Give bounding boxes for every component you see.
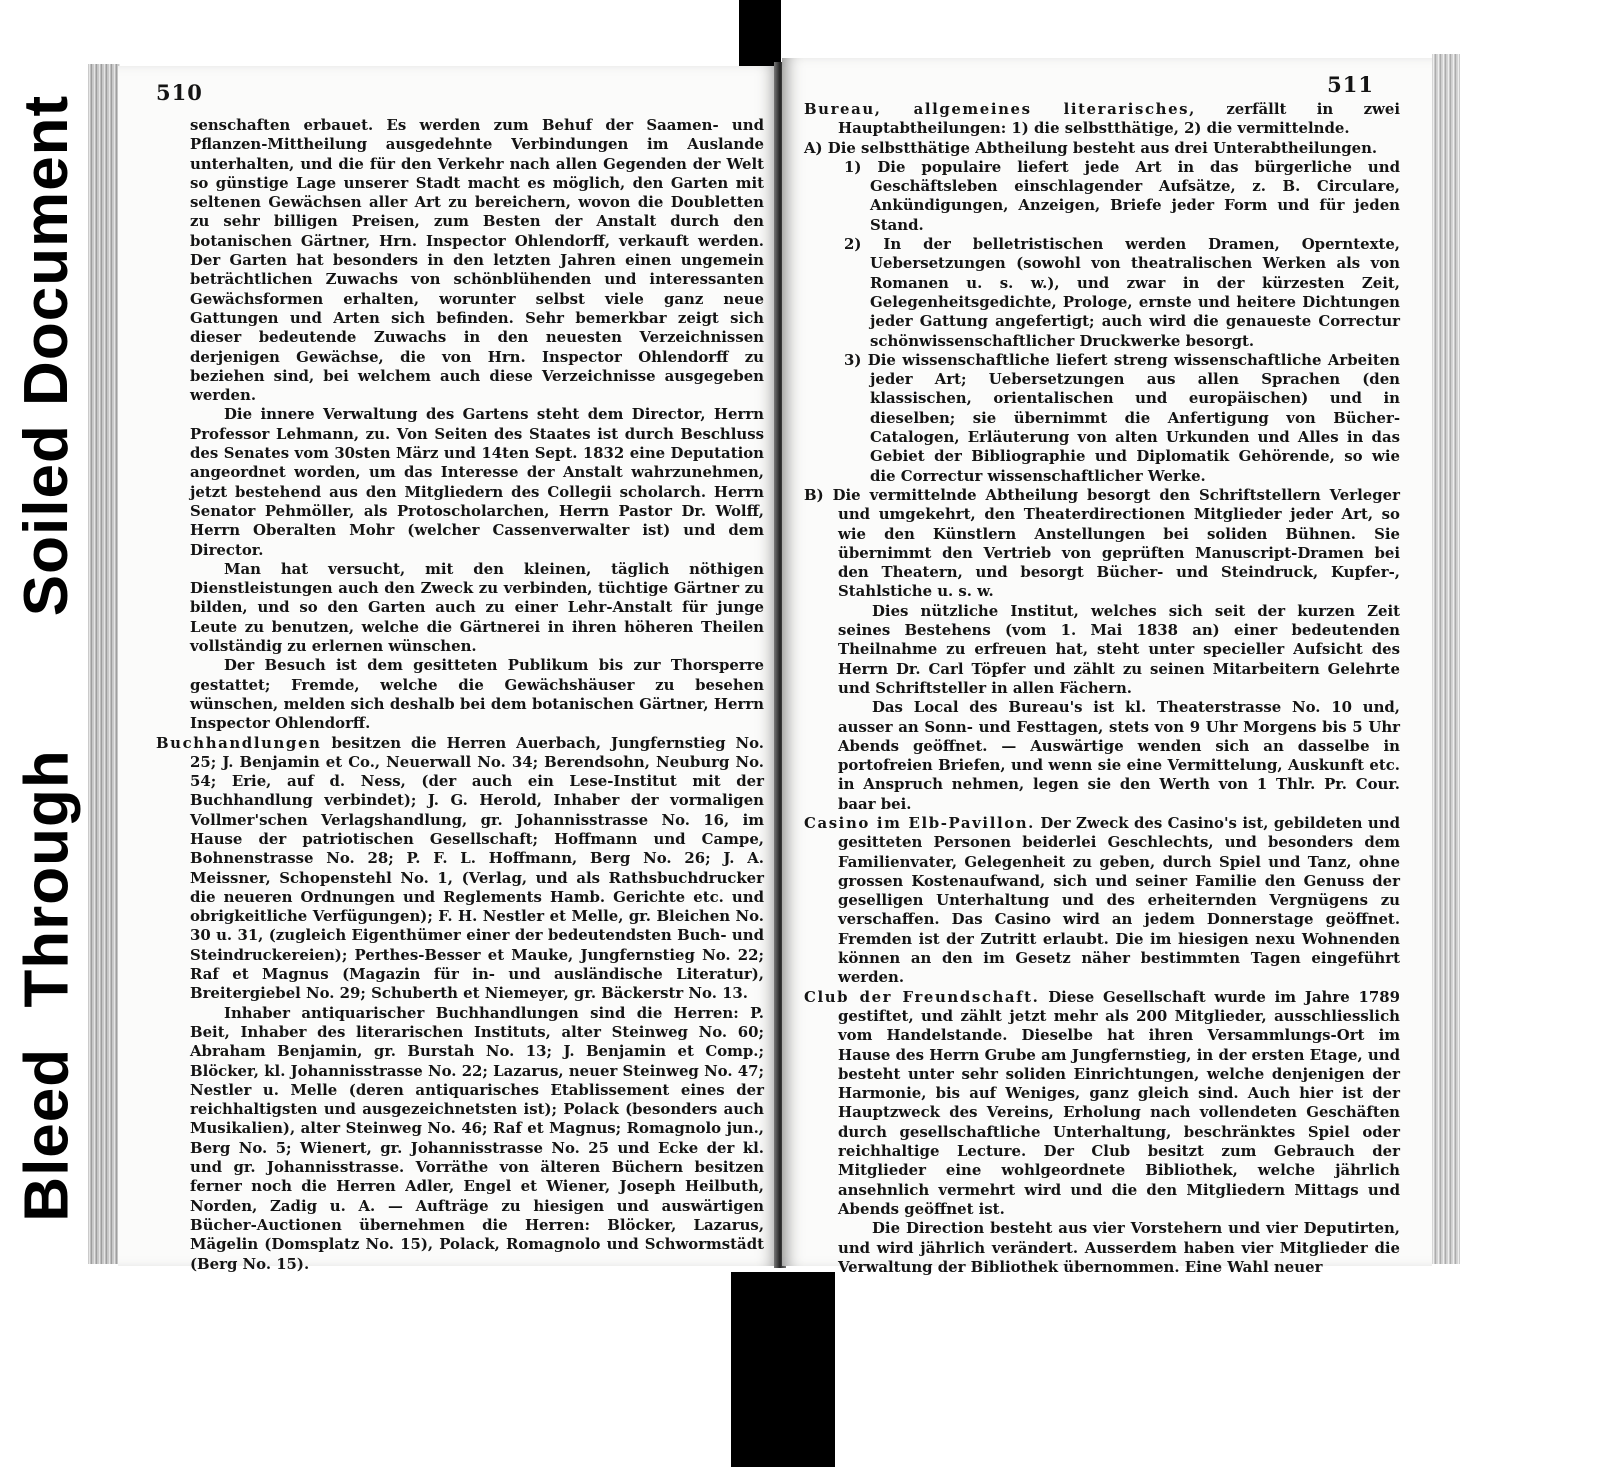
subsection-1: 1) Die populaire liefert jede Art in das bürgerliche und Geschäftsleben einschlagender Aufsätze, z. B. Circulare, Ankündigungen, Anzeigen, Briefe jeder Form und für jeden Stand. xyxy=(844,157,1400,234)
entry-heading: Club der Freundschaft. xyxy=(804,987,1040,1006)
left-page xyxy=(118,66,778,1273)
entry-bureau xyxy=(804,100,1400,139)
bottom-binding-strip xyxy=(731,1272,835,1467)
paragraph: Die innere Verwaltung des Gartens steht dem Director, Herrn Professor Lehmann, zu. Von Seiten des Staates ist durch Beschluss des Senates vom 30sten März und 14ten Sept. 1832 eine Deputation angeordnet worden, um das Interesse der Anstalt wahrzunehmen, jetzt bestehend aus den Mitgliedern des Collegii scholarch. Herrn Senator Pehmöller, als Protoscholarchen, Herrn Pastor Dr. Wolff, Herrn Oberalten Mohr (welcher Cassenverwalter ist) und dem Director. xyxy=(190,405,764,559)
page-number: 511 xyxy=(1327,72,1374,97)
bleed-through-label: Bleed Through xyxy=(12,748,82,1222)
paragraph: Man hat versucht, mit den kleinen, täglich nöthigen Dienstleistungen auch den Zweck zu verbinden, tüchtige Gärtner zu bilden, und so den Garten auch zu einer Lehr-Anstalt für junge Leute zu benutzen, welche die Gärtnerei in ihren höheren Theilen vollständig zu erlernen wünschen. xyxy=(190,559,764,656)
entry-text: Der Zweck des Casino's ist, gebildeten und gesitteten Personen beiderlei Geschlechts, und besonders dem Familienvater, Gelegenheit zu geben, durch Spiel und Tanz, ohne grossen Kostenaufwand, sich und seiner Familie den Genuss der geselligen Unterhaltung und des erheiternden Vergnügens zu verschaffen. Das Casino wird an jedem Donnerstage geöffnet. Fremden ist der Zutritt erlaubt. Die im hiesigen nexu Wohnenden können an den im Gesetz näher bestimmten Tagen eingeführt werden. xyxy=(838,813,1400,987)
right-page xyxy=(782,58,1432,1276)
entry-heading: Buchhandlungen xyxy=(156,733,322,752)
page-body xyxy=(804,100,1400,1277)
entry-heading: Casino im Elb-Pavillon. xyxy=(804,813,1035,832)
paragraph: senschaften erbauet. Es werden zum Behuf der Saamen- und Pflanzen-Mittheilung ausgedehnte Verbindungen im Auslande unterhalten, und die für den Verkehr nach allen Gegenden der Welt so günstige Lage unserer Stadt macht es möglich, den Garten mit seltenen Gewächsen aller Art zu bereichern, wovon die Doubletten zu sehr billigen Preisen, zum Besten der Anstalt durch den botanischen Gärtner, Hrn. Inspector Ohlendorff, verkauft werden. Der Garten hat besonders in den letzten Jahren einen ungemein beträchtlichen Zuwachs von schönblühenden und interessanten Gewächsformen erhalten, worunter selbst viele ganz neue Gattungen und Arten sich befinden. Sehr bemerkbar zeigt sich dieser bedeutende Zuwachs in den neuesten Verzeichnissen derjenigen Gewächse, die von Hrn. Inspector Ohlendorff zu beziehen sind, bei welchem auch diese Verzeichnisse ausgegeben werden. xyxy=(190,116,764,405)
paragraph: Inhaber antiquarischer Buchhandlungen sind die Herren: P. Beit, Inhaber des literarischen Instituts, alter Steinweg No. 60; Abraham Benjamin, gr. Burstah No. 13; J. Benjamin et Comp.; Blöcker, kl. Johannisstrasse No. 22; Lazarus, neuer Steinweg No. 47; Nestler u. Melle (deren antiquarisches Etablissement eines der reichhaltigsten und ausgezeichnetsten ist); Polack (besonders auch Musikalien), alter Steinweg No. 46; Raf et Magnus; Romagnolo jun., Berg No. 5; Wienert, gr. Johannisstrasse No. 25 und Ecke der kl. und gr. Johannisstrasse. Vorräthe von älteren Büchern besitzen ferner noch die Herren Adler, Engel et Wiener, Joseph Heilbuth, Norden, Zadig u. A. — Aufträge zu hiesigen und auswärtigen Bücher-Auctionen übernehmen die Herren: Blöcker, Lazarus, Mägelin (Domsplatz No. 15), Polack, Romagnolo und Schwormstädt (Berg No. 15). xyxy=(190,1003,764,1273)
section-a: A) Die selbstthätige Abtheilung besteht aus drei Unterabtheilungen. xyxy=(804,138,1378,157)
entry-club xyxy=(804,988,1400,1220)
entry-text: Diese Gesellschaft wurde im Jahre 1789 gestiftet, und zählt jetzt mehr als 200 Mitglieder, ausschliesslich vom Handelstande. Dieselbe hat ihren Versammlungs-Ort im Hause des Herrn Grube am Jungfernstieg, in der ersten Etage, und besteht unter sehr soliden Einrichtungen, welche denjenigen der Harmonie, bis auf Weniges, ganz gleich sind. Auch hier ist der Hauptzweck des Vereins, Erholung nach vollendeten Geschäften durch gesellschaftliche Unterhaltung, beschränktes Spiel oder reichhaltige Lecture. Der Club besitzt zum Gebrauch der Mitglieder eine wohlgeordnete Bibliothek, welche jährlich ansehnlich vermehrt wird und die den Mitgliedern Mittags und Abends geöffnet ist. xyxy=(838,987,1400,1218)
left-page-edges xyxy=(88,64,120,1264)
soiled-document-label: Soiled Document xyxy=(12,94,82,616)
right-page-edges xyxy=(1432,54,1460,1264)
open-book xyxy=(88,52,1460,1274)
paragraph: Das Local des Bureau's ist kl. Theaterstrasse No. 10 und, ausser an Sonn- und Festtagen, stets von 9 Uhr Morgens bis 5 Uhr Abends geöffnet. — Auswärtige wenden sich an dasselbe in portofreien Briefen, und wenn sie eine Vermittelung, Auskunft etc. in Anspruch nehmen, legen sie den Werth von 1 Thlr. Pr. Cour. baar bei. xyxy=(838,698,1400,813)
entry-buchhandlungen xyxy=(156,734,764,1004)
paragraph: Dies nützliche Institut, welches sich seit der kurzen Zeit seines Bestehens (vom 1. Mai 1838 an) einer bedeutenden Theilnahme zu erfreuen hat, steht unter specieller Aufsicht des Herrn Dr. Carl Töpfer und zählt zu seinen Mitarbeitern Gelehrte und Schriftsteller in allen Fächern. xyxy=(838,601,1400,697)
page-number: 510 xyxy=(156,80,203,105)
paragraph: Die Direction besteht aus vier Vorstehern und vier Deputirten, und wird jährlich verändert. Ausserdem haben vier Mitglieder die Verwaltung der Bibliothek übernommen. Eine Wahl neuer xyxy=(838,1219,1400,1276)
page-body xyxy=(156,116,764,1274)
subsection-2: 2) In der belletristischen werden Dramen, Operntexte, Uebersetzungen (sowohl von theatralischen Werken als von Romanen u. s. w.), und zwar in der kürzesten Zeit, Gelegenheitsgedichte, Prologe, ernste und heitere Dichtungen jeder Gattung angefertigt; auch wird die genaueste Correctur schönwissenschaftlicher Druckwerke besorgt. xyxy=(844,235,1400,350)
subsection-3: 3) Die wissenschaftliche liefert streng wissenschaftliche Arbeiten jeder Art; Uebersetzungen aus allen Sprachen (den klassischen, orientalischen und europäischen) und in dieselben; sie übernimmt die Anfertigung von Bücher-Catalogen, Erläuterung von alten Urkunden und Alles in das Gebiet der Bibliographie und Diplomatik Gehörende, so wie die Correctur wissenschaftlicher Werke. xyxy=(844,350,1400,485)
entry-text: zerfällt in zwei Hauptabtheilungen: 1) die selbstthätige, 2) die vermittelnde. xyxy=(838,100,1400,138)
section-b: B) Die vermittelnde Abtheilung besorgt den Schriftstellern Verleger und umgekehrt, den Theaterdirectionen Mitglieder jeder Art, so wie den Künstlern Anstellungen bei soliden Bühnen. Sie übernimmt den Vertrieb von geprüften Manuscript-Dramen bei den Theatern, und besorgt Bücher- und Steindruck, Kupfer-, Stahlstiche u. s. w. xyxy=(804,485,1400,601)
entry-text: besitzen die Herren Auerbach, Jungfernstieg No. 25; J. Benjamin et Co., Neuerwall No. 34; Berendsohn, Neuburg No. 54; Erie, auf d. Ness, (der auch ein Lese-Institut mit der Buchhandlung verbindet); J. G. Herold, Inhaber der vormaligen Vollmer'schen Verlagshandlung, gr. Johannisstrasse No. 16, im Hause der patriotischen Gesellschaft; Hoffmann und Campe, Bohnenstrasse No. 28; P. F. L. Hoffmann, Berg No. 26; J. A. Meissner, Schopenstehl No. 1, (Verlag, und als Rathsbuchdrucker die neueren Ordnungen und Reglements Hamb. Gerichte etc. und obrigkeitliche Verfügungen); F. H. Nestler et Melle, gr. Bleichen No. 30 u. 31, (zugleich Eigenthümer einer der bedeutendsten Buch- und Steindruckereien); Perthes-Besser et Mauke, Jungfernstieg No. 22; Raf et Magnus (Magazin für in- und ausländische Literatur), Breitergiebel No. 29; Schuberth et Niemeyer, gr. Bäckerstr No. 13. xyxy=(190,733,764,1003)
entry-heading: Bureau, allgemeines literarisches, xyxy=(804,100,1196,118)
paragraph: Der Besuch ist dem gesitteten Publikum bis zur Thorsperre gestattet; Fremde, welche die Gewächshäuser zu besehen wünschen, melden sich deshalb bei dem botanischen Gärtner, Herrn Inspector Ohlendorff. xyxy=(190,656,764,733)
entry-casino xyxy=(804,814,1400,988)
